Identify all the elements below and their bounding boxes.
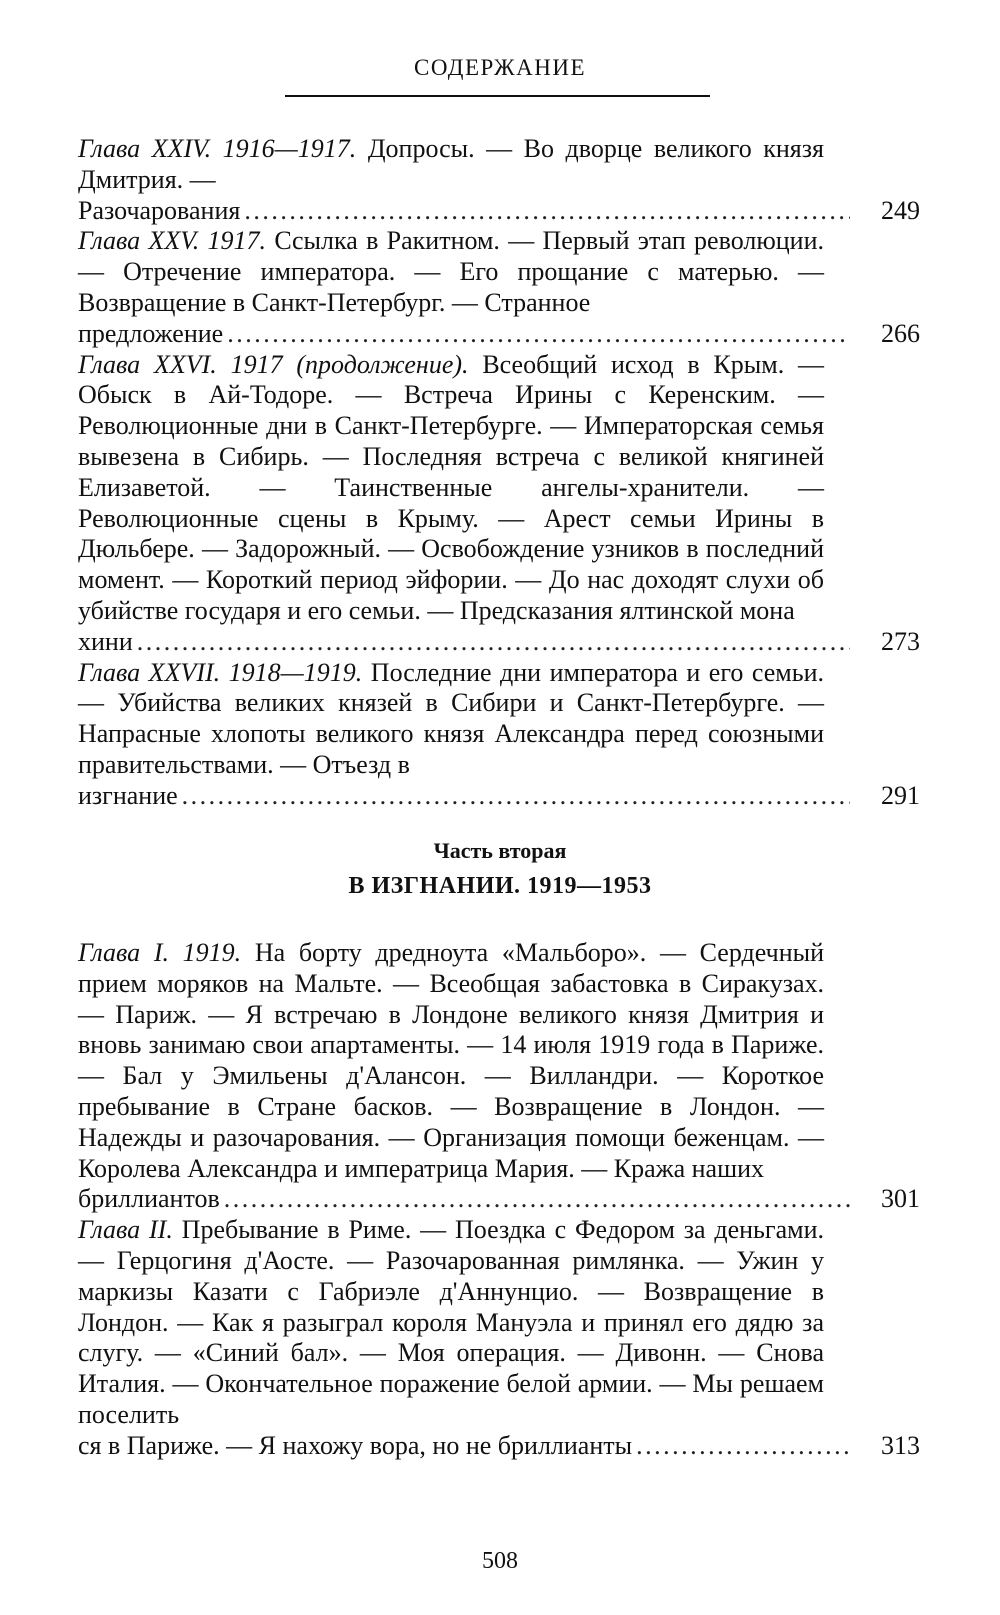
chapter-summary-end: хини xyxy=(78,626,133,656)
chapter-summary: Всеобщий исход в Крым. — Обыск в Ай-Тодоре. — Встреча Ирины с Керенским. — Революционные дни в Санкт-Петербурге. — Императорская семья вывезена в Сибирь. — Последняя встреча с великой княгиней Елизаветой. — Таинственные ангелы-хранители. — Революционные сцены в Крыму. — Арест семьи Ирины в Дюльбере. — Задорожный. — Освобождение узников в последний момент. — Короткий период эйфории. — До нас доходят слухи об убийстве государя и его семьи. — Предсказания ялтинской мона xyxy=(78,349,825,625)
head-rule xyxy=(285,95,710,97)
toc-part-two xyxy=(78,938,920,1462)
chapter-label: Глава XXIV. 1916—1917. xyxy=(78,134,357,163)
toc-entry xyxy=(78,938,920,1215)
chapter-summary-end: Разочарования xyxy=(78,195,241,225)
chapter-summary: Последние дни императора и его семьи. — Убийства великих князей в Сибири и Санкт-Петербурге. — Напрасные хлопоты великого князя Александра перед союзными правительствами. — Отъезд в xyxy=(78,657,824,779)
toc-entry xyxy=(78,1215,920,1461)
dot-leader xyxy=(137,627,850,658)
chapter-label: Глава II. xyxy=(78,1215,173,1245)
chapter-summary: На борту дредноута «Мальборо». — Сердечный прием моряков на Мальте. — Всеобщая забастовка в Сиракузах. — Париж. — Я встречаю в Лондоне великого князя Дмитрия и вновь занимаю свои апартаменты. — 14 июля 1919 года в Париже. — Бал у Эмильены д'Алансон. — Вилландри. — Короткое пребывание в Стране басков. — Возвращение в Лондон. — Надежды и разочарования. — Организация помощи беженцам. — Королева Александра и императрица Мария. — Кража наших xyxy=(78,938,824,1183)
running-head: СОДЕРЖАНИЕ xyxy=(413,55,586,80)
page-number: 291 xyxy=(881,780,920,810)
chapter-summary: Пребывание в Риме. — Поездка с Федором за деньгами. — Герцогиня д'Аосте. — Разочарованная римлянка. — Ужин у маркизы Казати с Габриэле д'Аннунцио. — Возвращение в Лондон. — Как я разыграл короля Мануэла и принял его дядю за слугу. — «Синий бал». — Моя операция. — Дивонн. — Снова Италия. — Окончательное поражение белой армии. — Мы решаем поселить xyxy=(78,1215,824,1429)
page-folio: 508 xyxy=(482,1548,518,1574)
dot-leader xyxy=(636,1431,850,1462)
dot-leader xyxy=(224,1184,850,1215)
chapter-summary: Ссылка в Ракитном. — Первый этап революции. — Отречение императора. — Его прощание с матерью. — Возвращение в Санкт-Петербург. — Странное xyxy=(78,226,824,317)
part-title: В ИЗГНАНИИ. 1919—1953 xyxy=(348,873,652,899)
dot-leader xyxy=(227,319,850,350)
page-number: 266 xyxy=(881,318,920,348)
toc-entry xyxy=(78,226,920,349)
chapter-label: Глава XXV. 1917. xyxy=(78,226,267,256)
chapter-summary-end: ся в Париже. — Я нахожу вора, но не бриллианты xyxy=(78,1430,633,1460)
chapter-label: Глава I. 1919. xyxy=(78,938,242,967)
toc-entry xyxy=(78,350,920,658)
page-number: 249 xyxy=(881,195,920,225)
toc-entry xyxy=(78,658,920,812)
page-number: 301 xyxy=(881,1184,920,1214)
chapter-label: Глава XXVII. 1918—1919. xyxy=(78,657,363,687)
toc-entry xyxy=(78,134,920,226)
part-label: Часть вторая xyxy=(433,838,567,863)
chapter-label: Глава XXVI. 1917 (продолжение). xyxy=(78,349,469,379)
chapter-summary-end: бриллиантов xyxy=(78,1184,220,1214)
dot-leader xyxy=(244,196,850,227)
dot-leader xyxy=(182,781,850,812)
chapter-summary-end: изгнание xyxy=(78,780,178,810)
chapter-summary-end: предложение xyxy=(78,318,224,348)
toc-part-one xyxy=(78,134,920,812)
page-number: 273 xyxy=(881,626,920,656)
chapter-summary: Допросы. — Во дворце великого князя Дмитрия. — xyxy=(78,134,824,194)
page-number: 313 xyxy=(881,1430,920,1460)
